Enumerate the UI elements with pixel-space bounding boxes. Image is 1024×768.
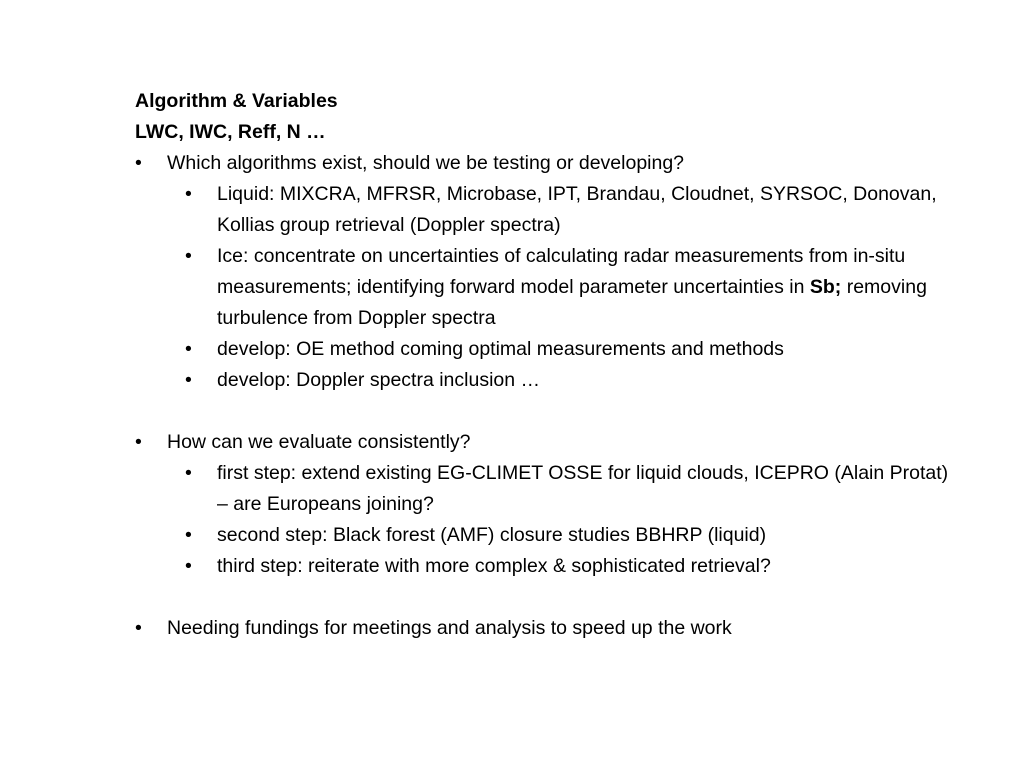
bullet-icon: •	[185, 555, 192, 577]
spacer	[135, 396, 955, 427]
bullet-text: Needing fundings for meetings and analysis to speed up the work	[167, 617, 732, 639]
bullet-list	[135, 148, 955, 644]
sub-bullet-item-develop-oe	[135, 334, 955, 365]
bullet-icon: •	[135, 431, 142, 453]
bullet-icon: •	[135, 617, 142, 639]
sub-bullet-text: develop: Doppler spectra inclusion …	[217, 369, 541, 391]
sub-bullet-text-after: removing turbulence from Doppler spectra	[217, 276, 927, 329]
sub-bullet-item-ice	[135, 241, 955, 334]
sub-bullet-text-before: Ice: concentrate on uncertainties of calculating radar measurements from in-situ measurements; identifying forward model parameter uncertainties in	[217, 245, 906, 298]
sub-bullet-text-bold: Sb;	[809, 276, 842, 298]
sub-bullet-item-liquid	[135, 179, 955, 241]
bullet-icon: •	[185, 183, 192, 205]
sub-bullet-text: second step: Black forest (AMF) closure studies BBHRP (liquid)	[217, 524, 767, 546]
sub-bullet-item-third-step	[135, 551, 955, 582]
slide-heading-algorithm: Algorithm & Variables	[135, 90, 338, 112]
sub-bullet-item-second-step	[135, 520, 955, 551]
sub-bullet-item-develop-doppler	[135, 365, 955, 396]
spacer	[135, 582, 955, 613]
sub-bullet-text: develop: OE method coming optimal measurements and methods	[217, 338, 784, 360]
bullet-item-fundings	[135, 613, 955, 644]
bullet-icon: •	[185, 245, 192, 267]
bullet-icon: •	[135, 152, 142, 174]
sub-bullet-text: Liquid: MIXCRA, MFRSR, Microbase, IPT, Brandau, Cloudnet, SYRSOC, Donovan, Kollias group retrieval (Doppler spectra)	[217, 183, 937, 236]
slide-content	[135, 86, 955, 644]
bullet-text: Which algorithms exist, should we be testing or developing?	[167, 152, 685, 174]
sub-bullet-text: third step: reiterate with more complex & sophisticated retrieval?	[217, 555, 771, 577]
bullet-icon: •	[185, 524, 192, 546]
bullet-item-evaluate	[135, 427, 955, 458]
bullet-icon: •	[185, 462, 192, 484]
slide-heading-variables: LWC, IWC, Reff, N …	[135, 121, 326, 143]
bullet-item-algorithms	[135, 148, 955, 179]
bullet-icon: •	[185, 338, 192, 360]
bullet-text: How can we evaluate consistently?	[167, 431, 471, 453]
bullet-icon: •	[185, 369, 192, 391]
sub-bullet-item-first-step	[135, 458, 955, 520]
sub-bullet-text: first step: extend existing EG-CLIMET OSSE for liquid clouds, ICEPRO (Alain Protat) – are Europeans joining?	[217, 462, 949, 515]
